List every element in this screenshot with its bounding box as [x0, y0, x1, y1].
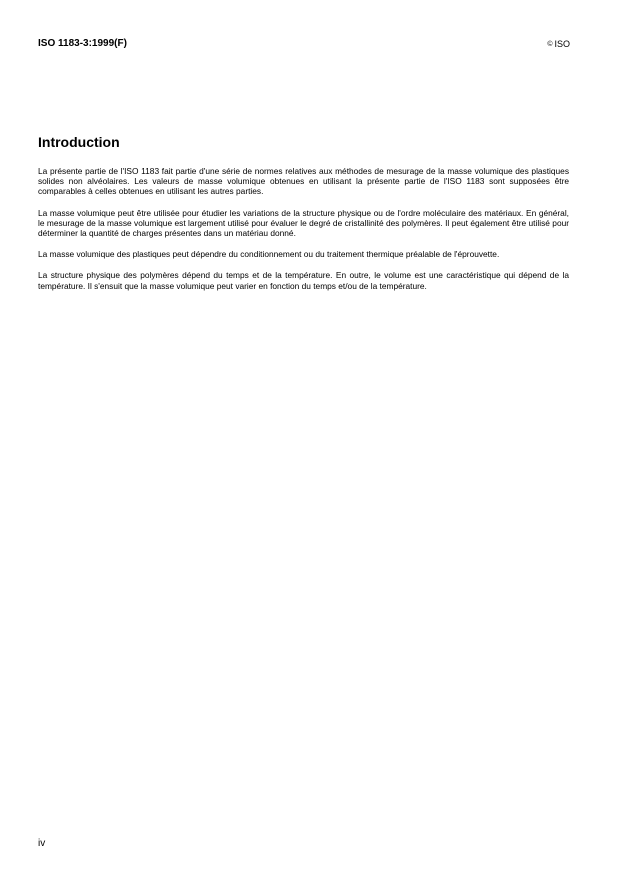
- paragraph: La structure physique des polymères dépend du temps et de la température. En outre, le volume est une caractéristique qui dépend de la température. Il s'ensuit que la masse volumique peut varier en fonction du temps et/ou de la température.: [38, 270, 569, 291]
- copyright-notice: [547, 38, 570, 51]
- paragraph: La masse volumique peut être utilisée pour étudier les variations de la structure physique ou de l'ordre moléculaire des matériaux. En général, le mesurage de la masse volumique est largement utilisé pour évaluer le degré de cristallinité des polymères. Il peut également être utilisé pour déterminer la quantité de charges présentes dans un matériau donné.: [38, 207, 569, 239]
- page-number: iv: [38, 838, 46, 849]
- section-title: Introduction: [38, 134, 120, 150]
- copyright-org: ISO: [554, 39, 570, 49]
- paragraph: La masse volumique des plastiques peut dépendre du conditionnement ou du traitement thermique préalable de l'éprouvette.: [38, 249, 500, 260]
- document-id: ISO 1183-3:1999(F): [38, 38, 127, 49]
- copyright-symbol: ©: [547, 41, 553, 48]
- paragraph: La présente partie de l'ISO 1183 fait partie d'une série de normes relatives aux méthodes de mesurage de la masse volumique des plastiques solides non alvéolaires. Les valeurs de masse volumique obtenues en utilisant la présente partie de l'ISO 1183 sont supposées être comparables à celles obtenues en utilisant les autres parties.: [38, 166, 569, 197]
- introduction-body: [38, 166, 569, 302]
